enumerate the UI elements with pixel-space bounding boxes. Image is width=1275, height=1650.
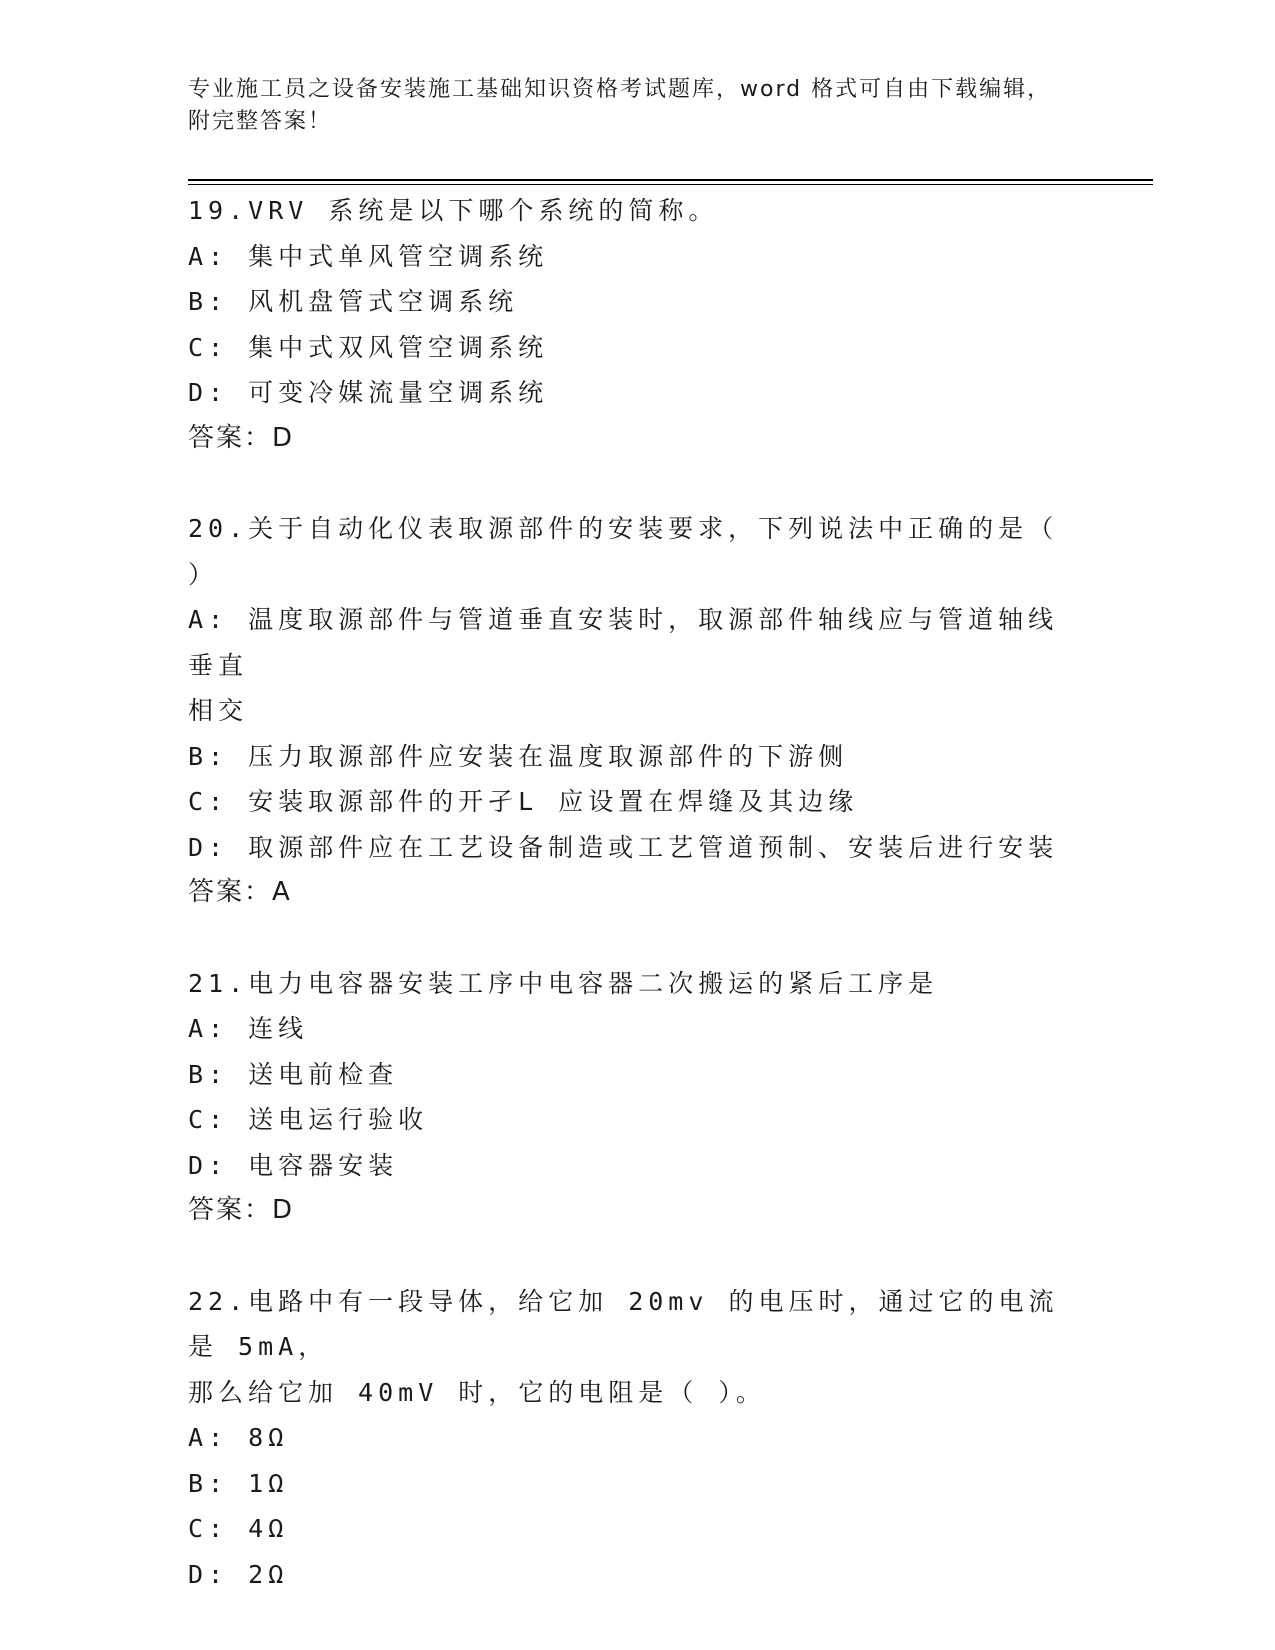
option-d: D: 可变冷媒流量空调系统 <box>188 378 549 407</box>
header-line-1: 专业施工员之设备安装施工基础知识资格考试题库，word 格式可自由下载编辑， <box>188 77 1052 102</box>
option-d: D: 电容器安装 <box>188 1150 399 1180</box>
option-b: B: 1Ω <box>188 1468 289 1498</box>
option-d: D: 取源部件应在工艺设备制造或工艺管道预制、安装后进行安装 <box>188 832 1059 862</box>
question-20 <box>188 506 1088 916</box>
question-stem-continuation: 那么给它加 40mV 时，它的电阻是（ ）。 <box>188 1377 766 1407</box>
question-19 <box>188 188 1088 461</box>
option-b: B: 压力取源部件应安装在温度取源部件的下游侧 <box>188 741 849 771</box>
option-d: D: 2Ω <box>188 1559 289 1589</box>
answer-label: 答案：A <box>188 877 292 907</box>
option-b: B: 送电前检查 <box>188 1059 399 1089</box>
option-b: B: 风机盘管式空调系统 <box>188 287 519 316</box>
option-c: C: 4Ω <box>188 1514 289 1543</box>
question-stem: 20.关于自动化仪表取源部件的安装要求，下列说法中正确的是（ ） <box>188 514 1079 589</box>
document-header <box>188 74 1088 138</box>
option-a: A: 集中式单风管空调系统 <box>188 241 549 271</box>
option-a-continuation: 相交 <box>188 696 249 725</box>
option-c: C: 送电运行验收 <box>188 1105 429 1134</box>
answer-label: 答案：D <box>188 422 295 453</box>
option-a: A: 8Ω <box>188 1423 289 1452</box>
header-divider-thin <box>188 184 1153 185</box>
header-divider-thick <box>188 179 1153 181</box>
question-list <box>188 188 1088 1642</box>
question-21 <box>188 961 1088 1234</box>
answer-label: 答案：D <box>188 1195 295 1225</box>
option-c: C: 安装取源部件的开孑L 应设置在焊缝及其边缘 <box>188 787 859 816</box>
question-stem: 21.电力电容器安装工序中电容器二次搬运的紧后工序是 <box>188 968 939 998</box>
option-c: C: 集中式双风管空调系统 <box>188 332 549 362</box>
header-line-2: 附完整答案！ <box>188 109 333 134</box>
option-a: A: 连线 <box>188 1014 309 1043</box>
question-stem: 19.VRV 系统是以下哪个系统的简称。 <box>188 196 719 225</box>
question-stem: 22.电路中有一段导体，给它加 20mv 的电压时，通过它的电流是 5mA， <box>188 1286 1059 1361</box>
option-a: A: 温度取源部件与管道垂直安装时，取源部件轴线应与管道轴线垂直 <box>188 605 1059 680</box>
question-22 <box>188 1279 1088 1598</box>
